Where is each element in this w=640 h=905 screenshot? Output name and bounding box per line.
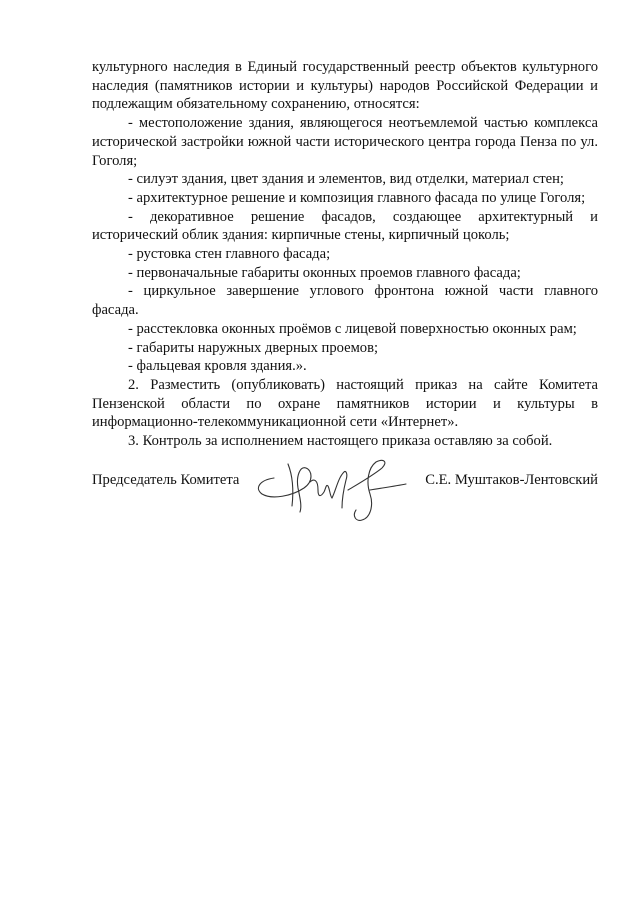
list-item-glazing: - расстекловка оконных проёмов с лицевой поверхностью оконных рам;: [128, 320, 577, 337]
paragraph-control: 3. Контроль за исполнением настоящего приказа оставляю за собой.: [128, 433, 553, 450]
list-item-roof: - фальцевая кровля здания.».: [128, 358, 307, 375]
document-body: [92, 58, 598, 451]
handwritten-signature: [252, 448, 412, 528]
list-item-door-dimensions: - габариты наружных дверных проемов;: [128, 339, 379, 356]
signatory-name: С.Е. Муштаков-Лентовский: [425, 472, 598, 488]
signatory-title: Председатель Комитета: [92, 472, 240, 488]
list-item-window-dimensions: - первоначальные габариты оконных проемов главного фасада;: [128, 264, 521, 281]
list-item-decorative: - декоративное решение фасадов, создающее архитектурный и исторический облик здания: кирпичные стены, кирпичный цоколь;: [92, 208, 598, 244]
list-item-architecture: - архитектурное решение и композиция главного фасада по улице Гоголя;: [128, 189, 586, 206]
list-item-location: - местоположение здания, являющегося неотъемлемой частью комплекса исторической застройки южной части исторического центра города Пенза по ул. Гоголя;: [92, 115, 598, 169]
paragraph-intro: культурного наследия в Единый государственный реестр объектов культурного наследия (памятников истории и культуры) народов Российской Федерации и подлежащим обязательному сохранению, относятся:: [92, 59, 598, 113]
paragraph-publish: 2. Разместить (опубликовать) настоящий приказ на сайте Комитета Пензенской области по охране памятников истории и культуры в информационно-телекоммуникационной сети «Интернет».: [92, 376, 598, 431]
list-item-rustication: - рустовка стен главного фасада;: [128, 246, 331, 263]
list-item-pediment: - циркульное завершение углового фронтона южной части главного фасада.: [92, 283, 598, 319]
list-item-silhouette: - силуэт здания, цвет здания и элементов, вид отделки, материал стен;: [128, 171, 564, 188]
